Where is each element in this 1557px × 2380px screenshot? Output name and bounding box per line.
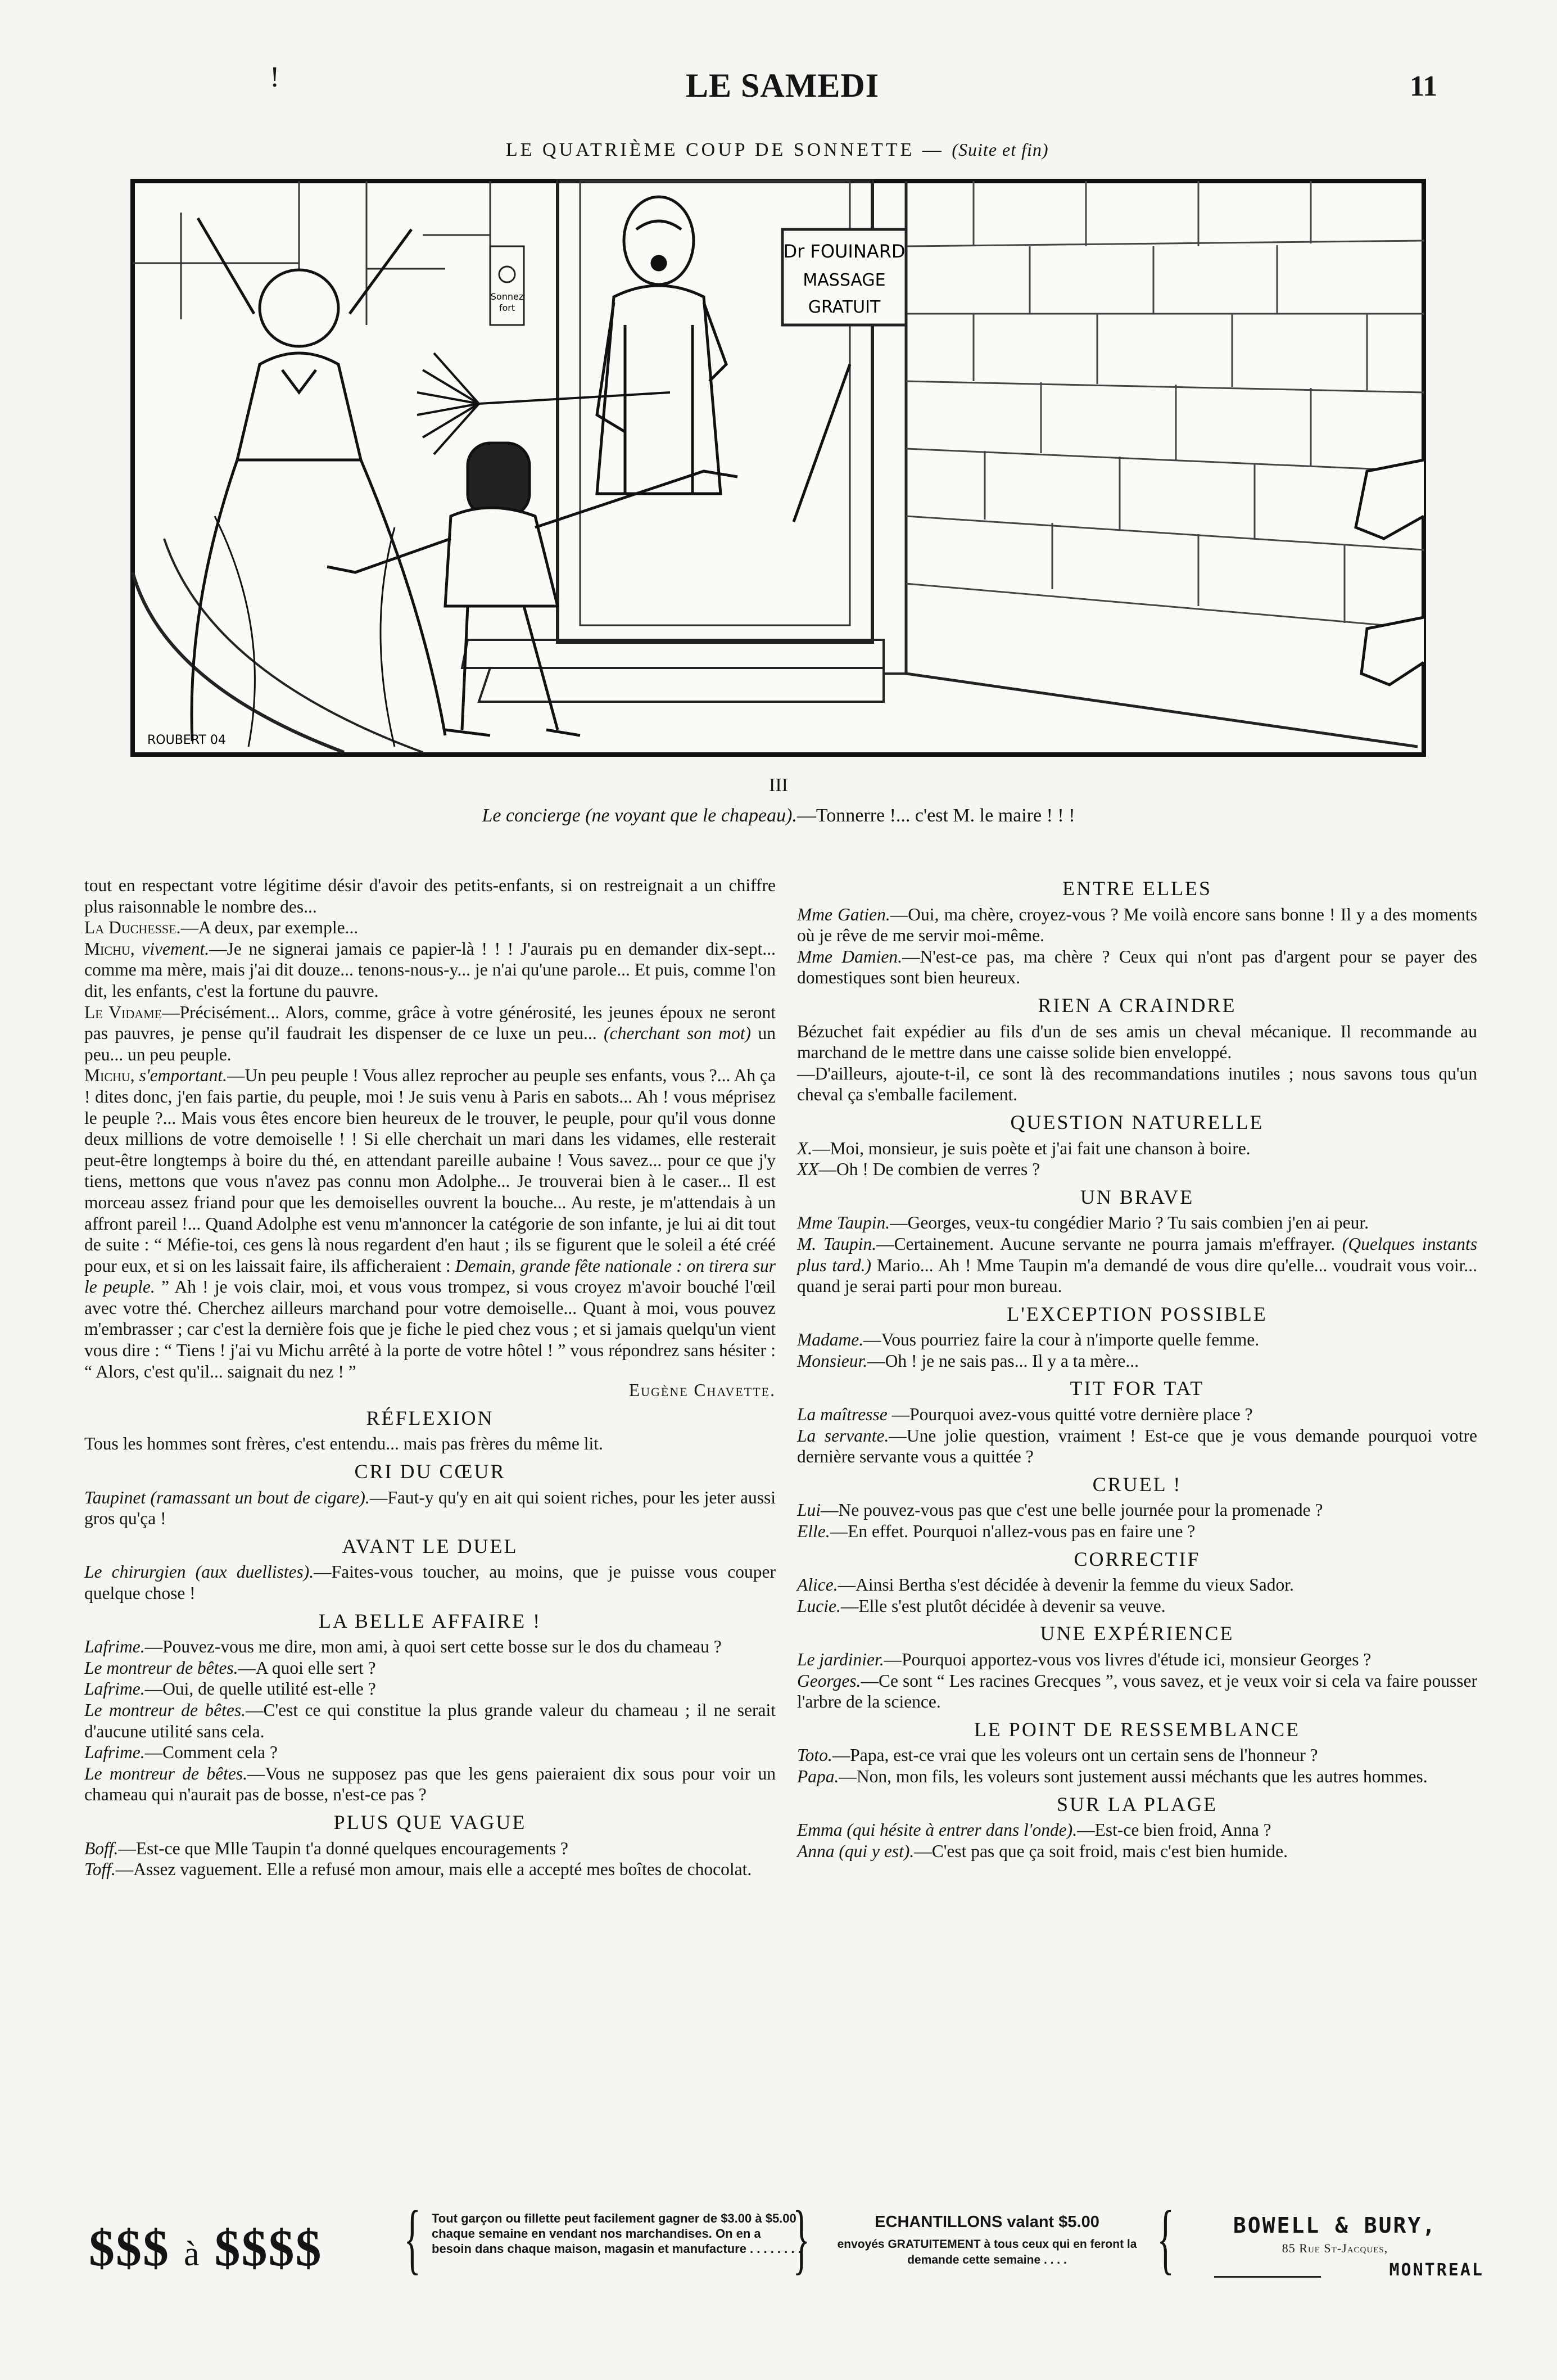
dialogue-line — [797, 1212, 1477, 1234]
dialogue-line — [84, 1742, 776, 1763]
speaker: Le montreur de bêtes. — [84, 1700, 246, 1720]
section-title: UN BRAVE — [1080, 1185, 1194, 1208]
dollars-left: $$$ — [89, 2219, 170, 2277]
brace-icon: } — [793, 2195, 810, 2282]
paragraph — [84, 1065, 776, 1382]
speaker: Lui — [797, 1500, 821, 1520]
speaker: Elle. — [797, 1521, 830, 1542]
doorbell-label-1: Sonnez — [490, 291, 524, 302]
dialogue: —Certainement. Aucune servante ne pourra jamais m'effrayer. — [876, 1234, 1336, 1254]
dialogue: —Oui, ma chère, croyez-vous ? Me voilà encore sans bonne ! Il y a des moments où je rêve de me servir moi-même. — [797, 904, 1477, 946]
speaker: Michu, — [84, 938, 135, 959]
dialogue: —Pouvez-vous me dire, mon ami, à quoi sert cette bosse sur le dos du chameau ? — [144, 1637, 722, 1657]
section-title: RÉFLEXION — [366, 1406, 494, 1429]
dialogue: —Assez vaguement. Elle a refusé mon amour, mais elle a accepté mes boîtes de chocolat. — [115, 1859, 752, 1880]
section-title: AVANT LE DUEL — [342, 1534, 518, 1557]
dialogue-line — [84, 1700, 776, 1742]
dialogue-line — [797, 1234, 1477, 1297]
dialogue: —Vous pourriez faire la cour à n'importe quelle femme. — [863, 1330, 1260, 1350]
left-column — [84, 875, 776, 1880]
speaker: Papa. — [797, 1766, 839, 1786]
dialogue-line — [797, 1766, 1477, 1787]
section-title: ENTRE ELLES — [1062, 877, 1212, 900]
paragraph — [84, 1002, 776, 1065]
dialogue: —Faites-vous toucher, au moins, que je puisse vous couper quelque chose ! — [84, 1562, 776, 1603]
dialogue: —Une jolie question, vraiment ! Est-ce que je vous demande pourquoi votre dernière servante vous a quittée ? — [797, 1425, 1477, 1467]
speaker: X. — [797, 1138, 813, 1158]
speaker: Alice. — [797, 1575, 838, 1595]
dialogue: —Non, mon fils, les voleurs sont justement aussi méchants que les autres hommes. — [839, 1766, 1428, 1786]
page-number: 11 — [1410, 70, 1438, 102]
speaker: Taupinet (ramassant un bout de cigare). — [84, 1487, 370, 1507]
dialogue-line — [84, 1838, 776, 1859]
speaker: La Duchesse. — [84, 918, 181, 938]
dialogue-line — [84, 1636, 776, 1658]
dialogue-line — [797, 946, 1477, 988]
dialogue-line — [797, 1138, 1477, 1159]
ad-company-address: 85 Rue St-Jacques, — [1282, 2241, 1388, 2255]
section-title: SUR LA PLAGE — [1056, 1792, 1218, 1816]
caption-rest: —Tonnerre !... c'est M. le maire ! ! ! — [796, 805, 1075, 826]
dialogue: —Georges, veux-tu congédier Mario ? Tu sais combien j'en ai peur. — [890, 1213, 1369, 1233]
dialogue: —Comment cela ? — [144, 1742, 278, 1763]
section-title: L'EXCEPTION POSSIBLE — [1007, 1302, 1268, 1325]
dialogue-line — [797, 1596, 1477, 1617]
section-title: CORRECTIF — [1074, 1547, 1201, 1570]
right-column — [797, 878, 1477, 1862]
dialogue: —A quoi elle sert ? — [238, 1658, 376, 1678]
sign-line-1: Dr FOUINARD — [783, 241, 906, 262]
speaker: La servante. — [797, 1425, 889, 1446]
cartoon-illustration — [130, 179, 1426, 757]
illustration-caption — [0, 805, 1557, 827]
dialogue: un peu... un peu peuple. — [84, 1023, 776, 1064]
speaker: Le montreur de bêtes. — [84, 1763, 247, 1783]
header-mark: ! — [270, 61, 280, 93]
dialogue-line — [797, 1159, 1477, 1180]
speaker: Le chirurgien (aux duellistes). — [84, 1562, 314, 1582]
section-title: UNE EXPÉRIENCE — [1040, 1622, 1234, 1645]
section-title: PLUS QUE VAGUE — [333, 1810, 527, 1833]
dialogue-line — [797, 1404, 1477, 1425]
dollars-connector: à — [184, 2235, 201, 2273]
section-title: QUESTION NATURELLE — [1010, 1110, 1264, 1133]
ad-samples-text: envoyés GRATUITEMENT à tous ceux qui en feront la demande cette semaine . . . . — [837, 2238, 1137, 2266]
speaker: Boff. — [84, 1838, 119, 1858]
dialogue: —En effet. Pourquoi n'allez-vous pas en faire une ? — [830, 1521, 1196, 1542]
ad-dollars — [89, 2218, 323, 2278]
speaker: M. Taupin. — [797, 1234, 877, 1254]
dialogue-line — [797, 1500, 1477, 1521]
section-title: LA BELLE AFFAIRE ! — [318, 1609, 542, 1632]
section-title: TIT FOR TAT — [1070, 1377, 1205, 1400]
dialogue-line — [797, 1329, 1477, 1351]
dialogue-line — [84, 1678, 776, 1700]
dialogue: —A deux, par exemple... — [180, 918, 359, 938]
dialogue-line — [797, 1649, 1477, 1670]
speaker: Mme Gatien. — [797, 904, 890, 924]
paragraph: Bézuchet fait expédier au fils d'un de ses amis un cheval mécanique. Il recommande au marchand de le mettre dans une caisse solide bien enveloppé. — [797, 1021, 1477, 1063]
caption-italic: Le concierge (ne voyant que le chapeau). — [482, 805, 797, 826]
dialogue-line — [797, 904, 1477, 946]
section-title: RIEN A CRAINDRE — [1038, 993, 1237, 1017]
speaker: Lafrime. — [84, 1679, 145, 1699]
paragraph — [84, 1561, 776, 1604]
ad-offer-text: Tout garçon ou fillette peut facilement gagner de $3.00 à $5.00 chaque semaine en vendant nos marchandises. On en a besoin dans chaque maison, magasin et manufacture . . . . . . . . — [432, 2211, 802, 2256]
speaker: Lucie. — [797, 1596, 841, 1616]
paragraph — [84, 1487, 776, 1529]
speaker: Georges. — [797, 1670, 861, 1691]
dialogue: —Est-ce que Mlle Taupin t'a donné quelques encouragements ? — [118, 1838, 569, 1858]
speaker: Le Vidame — [84, 1002, 162, 1022]
dialogue: —Elle s'est plutôt décidée à devenir sa veuve. — [840, 1596, 1166, 1616]
speaker: La maîtresse — [797, 1404, 888, 1425]
dialogue-line — [84, 1763, 776, 1805]
dialogue-line — [797, 1819, 1477, 1841]
dialogue-line — [797, 1351, 1477, 1372]
dialogue: —Je ne signerai jamais ce papier-là ! ! ! J'aurais pu en demander dix-sept... comme ma mère, mais j'ai dit douze... tenons-nous-y... je n'ai qu'une parole... Et puis, comme l'on dit, les enfants, c'est la fortune du pauvre. — [84, 938, 776, 1001]
stage-direction: (Quelques instants plus tard.) — [797, 1234, 1478, 1275]
dialogue: —N'est-ce pas, ma chère ? Ceux qui n'ont pas d'argent pour se payer des domestiques sont bien heureux. — [797, 946, 1477, 988]
speaker: Mme Taupin. — [797, 1213, 890, 1233]
speaker: Toff. — [84, 1859, 116, 1880]
brace-icon: { — [1157, 2195, 1174, 2282]
stage-direction: s'emportant. — [139, 1065, 227, 1086]
paragraph: tout en respectant votre légitime désir d'avoir des petits-enfants, si on restreignait a un chiffre plus raisonnable le nombre des... — [84, 875, 776, 916]
dialogue: —Pourquoi apportez-vous vos livres d'étude ici, monsieur Georges ? — [884, 1650, 1372, 1669]
dialogue: —Oh ! je ne sais pas... Il y a ta mère... — [867, 1351, 1139, 1371]
dialogue: —C'est ce qui constitue la plus grande valeur du chameau ; il ne serait d'aucune utilité sans cela. — [84, 1700, 776, 1741]
dialogue: —Oh ! De combien de verres ? — [818, 1159, 1040, 1180]
speaker: Madame. — [797, 1330, 864, 1350]
dialogue-line — [797, 1745, 1477, 1766]
paragraph: —D'ailleurs, ajoute-t-il, ce sont là des recommandations inutiles ; nous savons tous qu'un cheval ça s'emballe facilement. — [797, 1063, 1477, 1105]
dialogue: —Précisément... Alors, comme, grâce à votre générosité, les jeunes époux ne seront pas pauvres, je pense qu'il faudrait les dispenser de ce luxe un peu... — [84, 1002, 776, 1044]
speaker: Le montreur de bêtes. — [84, 1658, 238, 1678]
dialogue: —Vous ne supposez pas que les gens paieraient dix sous pour voir un chameau qui n'aurait pas de bosse, n'est-ce pas ? — [84, 1763, 776, 1805]
dialogue-line — [797, 1670, 1477, 1713]
dialogue: ” Ah ! je vois clair, moi, et vous vous trompez, si vous croyez m'avoir bouché l'œil avec votre thé. Cherchez ailleurs marchand pour votre demoiselle... Quant à moi, vous pouvez m'embrasser ; car c'est la dernière fois que je fiche le pied chez vous ; et si jamais quelqu'un vient vous dire : “ Tiens ! j'ai vu Michu arrêté à la porte de votre hôtel ! ” vous répondrez sans hésiter : “ Alors, c'est qu'il... saignait du nez ! ” — [84, 1277, 776, 1381]
paragraph — [84, 938, 776, 1002]
stage-direction: (cherchant son mot) — [604, 1023, 751, 1044]
speaker: Toto. — [797, 1745, 832, 1765]
speaker: Emma (qui hésite à entrer dans l'onde). — [797, 1820, 1078, 1840]
speaker: Michu, — [84, 1065, 135, 1086]
dialogue: —Papa, est-ce vrai que les voleurs ont un certain sens de l'honneur ? — [832, 1745, 1318, 1765]
dialogue-line — [797, 1425, 1477, 1467]
doctor-sign — [782, 229, 906, 325]
dialogue: Mario... Ah ! Mme Taupin m'a demandé de vous dire qu'elle... voudrait vous voir... quand je serai parti pour mon bureau. — [797, 1255, 1478, 1297]
dialogue-line — [84, 1859, 776, 1880]
dialogue-line — [84, 1658, 776, 1679]
dialogue: —C'est pas que ça soit froid, mais c'est bien humide. — [914, 1841, 1288, 1861]
sign-line-3: GRATUIT — [808, 297, 881, 317]
stage-direction: vivement. — [142, 938, 210, 959]
ad-company-name: BOWELL & BURY, — [1233, 2213, 1437, 2238]
page-title: LE SAMEDI — [686, 67, 880, 104]
brace-icon: { — [404, 2195, 421, 2282]
ad-company-city: MONTREAL — [1389, 2260, 1484, 2280]
sign-line-2: MASSAGE — [803, 270, 886, 290]
speaker: Anna (qui y est). — [797, 1841, 915, 1861]
dialogue-line — [797, 1521, 1477, 1542]
dialogue-line — [797, 1841, 1477, 1862]
dialogue-line — [797, 1574, 1477, 1596]
dollars-right: $$$$ — [214, 2219, 323, 2277]
dialogue: —Faut-y qu'y en ait qui soient riches, pour les jeter aussi gros qu'ça ! — [84, 1487, 776, 1529]
italic-text: Demain, grande fête nationale : on tirera sur le peuple. — [84, 1256, 776, 1297]
ad-samples-title: ECHANTILLONS valant $5.00 — [875, 2213, 1099, 2231]
section-title: LE POINT DE RESSEMBLANCE — [974, 1718, 1301, 1741]
doorbell-label-2: fort — [499, 302, 515, 313]
illustration-caption-number: III — [769, 775, 788, 796]
illustration-title-main: LE QUATRIÈME COUP DE SONNETTE — — [506, 139, 944, 160]
dialogue: —Ce sont “ Les racines Grecques ”, vous savez, et je veux voir si cela va faire pousser l'arbre de la science. — [797, 1670, 1477, 1712]
dialogue: —Pourquoi avez-vous quitté votre dernière place ? — [891, 1404, 1253, 1425]
speaker: Mme Damien. — [797, 946, 902, 967]
speaker: XX — [797, 1159, 819, 1180]
section-title: CRI DU CŒUR — [354, 1460, 506, 1483]
illustration-title-suffix: (Suite et fin) — [952, 139, 1049, 160]
speaker: Lafrime. — [84, 1742, 145, 1763]
speaker: Le jardinier. — [797, 1650, 884, 1669]
artist-signature: ROUBERT 04 — [147, 733, 226, 747]
paragraph: Tous les hommes sont frères, c'est entendu... mais pas frères du même lit. — [84, 1434, 603, 1454]
dialogue: —Est-ce bien froid, Anna ? — [1077, 1820, 1271, 1840]
dialogue: —Moi, monsieur, je suis poète et j'ai fait une chanson à boire. — [812, 1138, 1251, 1158]
author-signature: Eugène Chavette. — [628, 1380, 776, 1401]
section-title: CRUEL ! — [1092, 1473, 1182, 1496]
illustration-title — [506, 139, 1049, 161]
dialogue: —Oui, de quelle utilité est-elle ? — [144, 1679, 376, 1699]
paragraph — [84, 917, 776, 938]
dialogue: —Ainsi Bertha s'est décidée à devenir la femme du vieux Sador. — [838, 1575, 1294, 1595]
dialogue: —Un peu peuple ! Vous allez reprocher au peuple ses enfants, vous ?... Ah ça ! dites donc, j'en fais partie, du peuple, moi ! Je suis venu à Paris en sabots... Ah ! vous méprisez le peuple ?... Mais vous êtes encore bien heureux de le trouver, le peuple, pour qu'il vous donne deux millions de votre demoiselle ! ! Si elle cherchait un mari dans les vidames, elle resterait peut-être longtemps à boire du thé, en attendant pareille aubaine ! Vous savez... pour ce que j'y tiens, mettons que vous n'avez pas connu mon Adolphe... Je trouverai bien à le caser... Il est morceau assez friand pour que les demoiselles ouvrent la bouche... Au reste, je m'attendais à un affront pareil !... Quand Adolphe est venu m'annoncer la catégorie de son infante, je lui ai dit tout de suite : “ Méfie-toi, ces gens là nous regardent d'en haut ; ils se figurent que le soleil a été créé pour eux, et si on les laissait faire, ils afficheraient : — [84, 1065, 776, 1276]
speaker: Lafrime. — [84, 1637, 145, 1657]
speaker: Monsieur. — [797, 1351, 868, 1371]
dialogue: —Ne pouvez-vous pas que c'est une belle journée pour la promenade ? — [821, 1500, 1323, 1520]
